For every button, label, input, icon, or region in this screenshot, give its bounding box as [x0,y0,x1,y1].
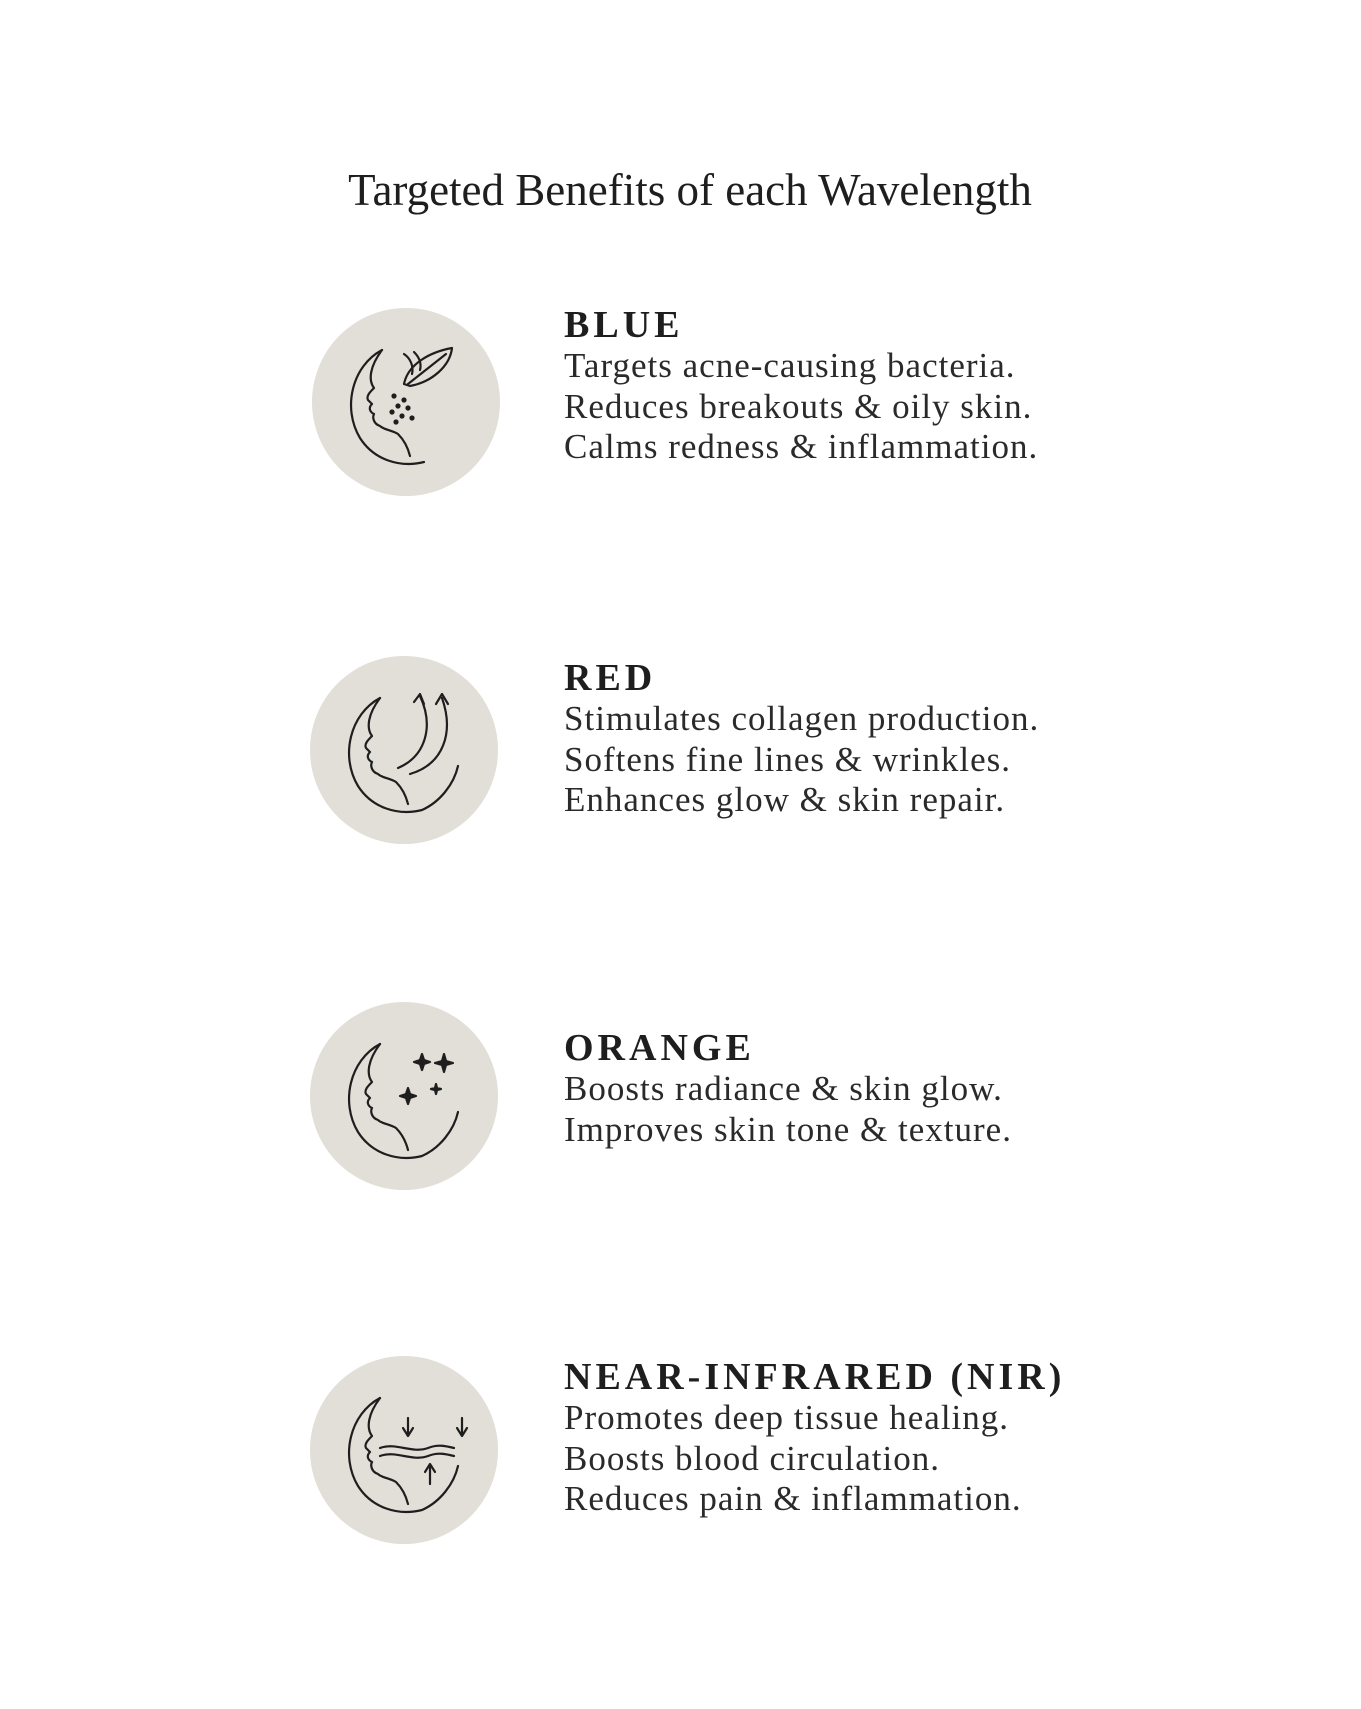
benefit-lines [564,1069,1124,1150]
benefit-line: Promotes deep tissue healing. [564,1398,1010,1437]
benefit-line: Reduces pain & inflammation. [564,1479,1022,1518]
benefit-lines [564,346,1124,468]
face-sparkles-icon [310,1002,498,1190]
benefit-line: Boosts blood circulation. [564,1438,940,1478]
face-lift-arrows-icon [310,656,498,844]
benefit-name: ORANGE [564,1027,755,1069]
face-acne-feather-icon [312,308,500,496]
face-deep-tissue-icon [310,1356,498,1544]
benefit-text [564,1354,1124,1520]
benefit-lines [564,699,1124,821]
benefit-text [564,302,1124,468]
benefit-line: Improves skin tone & texture. [564,1109,1012,1149]
page-title: Targeted Benefits of each Wavelength [348,165,1032,215]
benefit-orange [0,1002,1361,1202]
benefit-lines [564,1398,1124,1520]
benefit-near-infrared [0,1356,1361,1556]
benefit-line: Calms redness & inflammation. [564,427,1039,466]
benefit-name: RED [564,657,657,699]
benefit-blue [0,304,1361,508]
benefit-line: Targets acne-causing bacteria. [564,346,1016,385]
benefit-text [564,1025,1124,1150]
benefit-line: Reduces breakouts & oily skin. [564,386,1033,426]
benefit-line: Stimulates collagen production. [564,699,1040,738]
benefit-line: Softens fine lines & wrinkles. [564,739,1012,779]
benefit-text [564,655,1124,821]
benefit-name: BLUE [564,304,684,346]
benefit-line: Enhances glow & skin repair. [564,780,1006,819]
benefit-name: NEAR-INFRARED (NIR) [564,1356,1066,1398]
benefit-line: Boosts radiance & skin glow. [564,1069,1003,1108]
benefit-red [0,656,1361,856]
